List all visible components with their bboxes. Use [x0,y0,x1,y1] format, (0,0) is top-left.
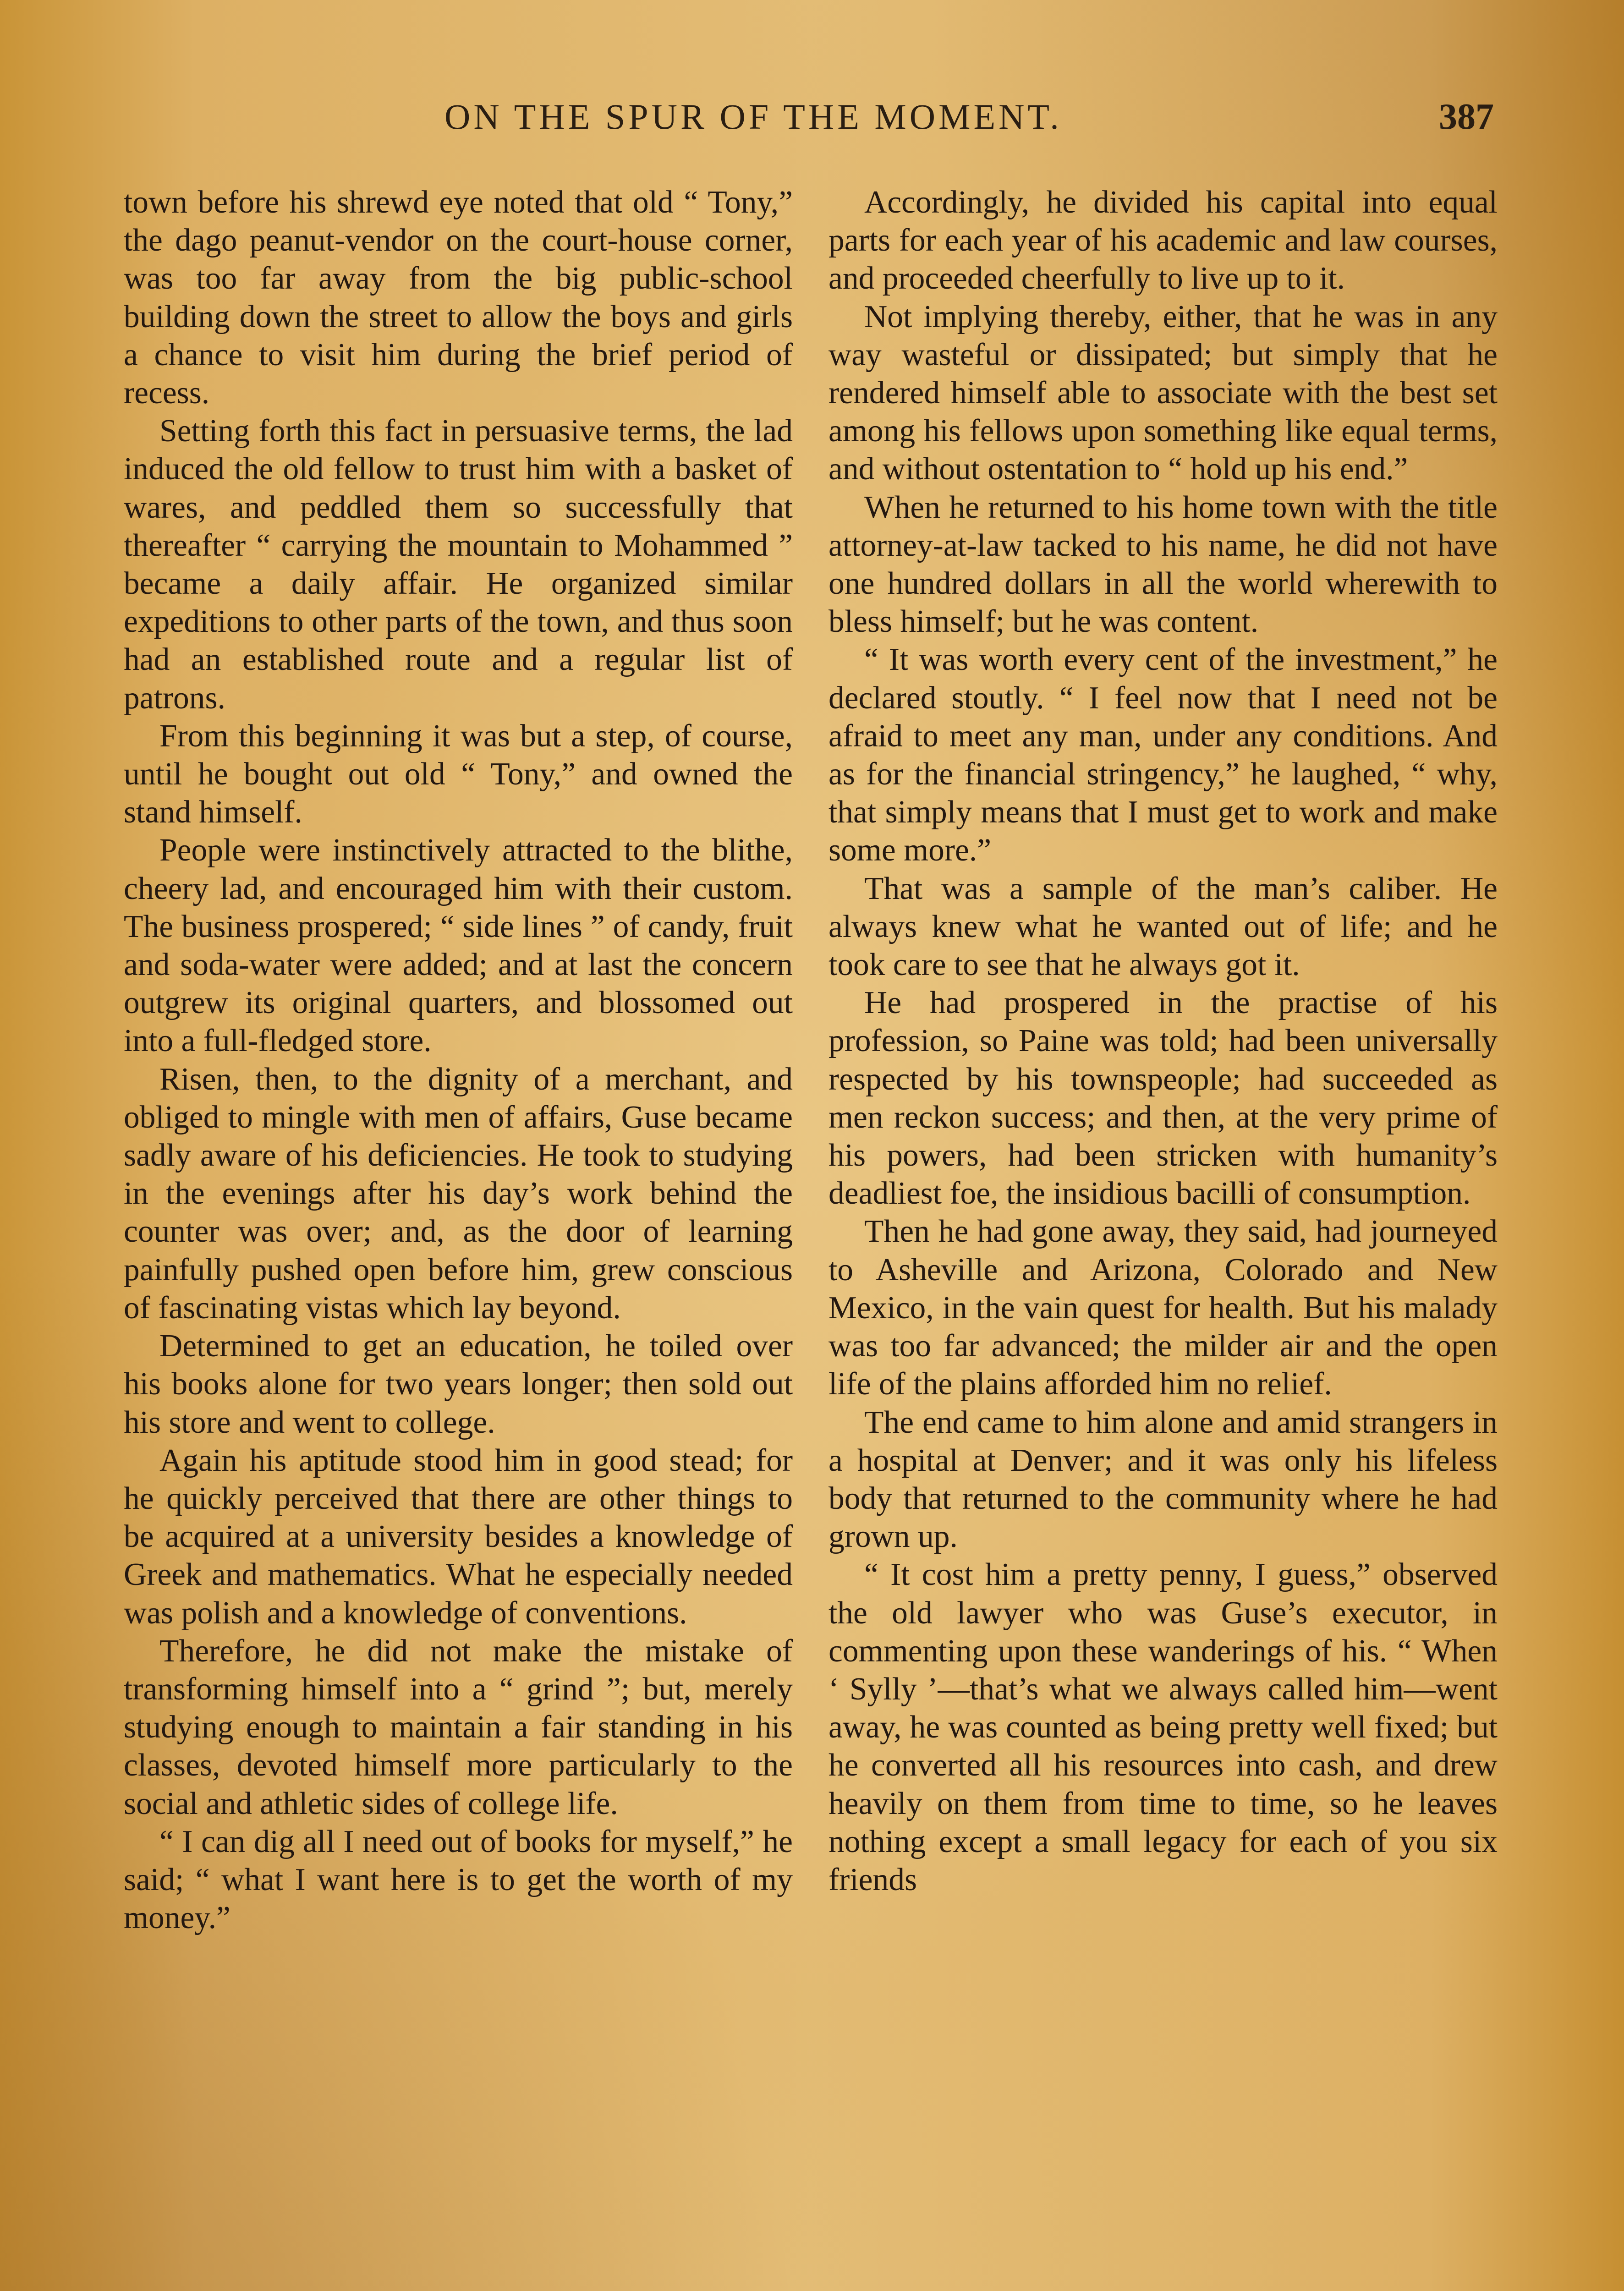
paragraph: Then he had gone away, they said, had journeyed to Asheville and Arizona, Colorado and New Mexico, in the vain quest for health. But his malady was too far advanced; the milder air and the open life of the plains afforded him no relief. [828,1214,1498,1402]
paragraph: From this beginning it was but a step, of course, until he bought out old “ Tony,” and owned the stand himself. [124,718,793,830]
paragraph: Again his aptitude stood him in good stead; for he quickly perceived that there are other things to be acquired at a university besides a knowledge of Greek and mathematics. What he especially needed was polish and a knowledge of conventions. [124,1442,793,1631]
paragraph: Setting forth this fact in persuasive terms, the lad induced the old fellow to trust him with a basket of wares, and peddled them so successfully that thereafter “ carrying the mountain to Mohammed ” became a daily affair. He organized similar expeditions to other parts of the town, and thus soon had an established route and a regular list of patrons. [124,413,793,716]
left-column [124,183,793,1937]
paragraph: When he returned to his home town with the title attorney-at-law tacked to his name, he did not have one hundred dollars in all the world wherewith to bless himself; but he was content. [828,489,1498,640]
paragraph: Accordingly, he divided his capital into equal parts for each year of his academic and law courses, and proceeded cheerfully to live up to it. [828,185,1498,296]
page-header [124,96,1494,147]
paragraph: Therefore, he did not make the mistake of transforming himself into a “ grind ”; but, merely studying enough to maintain a fair standing in his classes, devoted himself more particularly to the social and athletic sides of college life. [124,1633,793,1821]
paragraph: “ It was worth every cent of the investment,” he declared stoutly. “ I feel now that I need not be afraid to meet any man, under any conditions. And as for the financial stringency,” he laughed, “ why, that simply means that I must get to work and make some more.” [828,642,1498,868]
paragraph: Determined to get an education, he toiled over his books alone for two years longer; then sold out his store and went to college. [124,1328,793,1440]
paragraph: That was a sample of the man’s caliber. He always knew what he wanted out of life; and he took care to see that he always got it. [828,871,1498,983]
paragraph: “ I can dig all I need out of books for myself,” he said; “ what I want here is to get the worth of my money.” [124,1824,793,1936]
running-title: ON THE SPUR OF THE MOMENT. [444,97,1062,137]
paragraph: town before his shrewd eye noted that old “ Tony,” the dago peanut-vendor on the court-house corner, was too far away from the big public-school building down the street to allow the boys and girls a chance to visit him during the brief period of recess. [124,185,793,411]
paragraph: Not implying thereby, either, that he was in any way wasteful or dissipated; but simply that he rendered himself able to associate with the best set among his fellows upon something like equal terms, and without ostentation to “ hold up his end.” [828,299,1498,487]
paragraph: “ It cost him a pretty penny, I guess,” observed the old lawyer who was Guse’s executor, in commenting upon these wanderings of his. “ When ‘ Sylly ’—that’s what we always called him—went away, he was counted as being pretty well fixed; but he converted all his resources into cash, and drew heavily on them from time to time, so he leaves nothing except a small legacy for each of you six friends [828,1557,1498,1897]
paragraph: People were instinctively attracted to the blithe, cheery lad, and encouraged him with their custom. The business prospered; “ side lines ” of candy, fruit and soda-water were added; and at last the concern outgrew its original quarters, and blossomed out into a full-fledged store. [124,833,793,1059]
right-column [828,183,1498,1899]
page-number: 387 [1439,97,1494,137]
paragraph: Risen, then, to the dignity of a merchant, and obliged to mingle with men of affairs, Guse became sadly aware of his deficiencies. He took to studying in the evenings after his day’s work behind the counter was over; and, as the door of learning painfully pushed open before him, grew conscious of fascinating vistas which lay beyond. [124,1061,793,1326]
paragraph: The end came to him alone and amid strangers in a hospital at Denver; and it was only his lifeless body that returned to the community where he had grown up. [828,1404,1498,1555]
paragraph: He had prospered in the practise of his profession, so Paine was told; had been universally respected by his townspeople; had succeeded as men reckon success; and then, at the very prime of his powers, had been stricken with humanity’s deadliest foe, the insidious bacilli of consumption. [828,985,1498,1211]
